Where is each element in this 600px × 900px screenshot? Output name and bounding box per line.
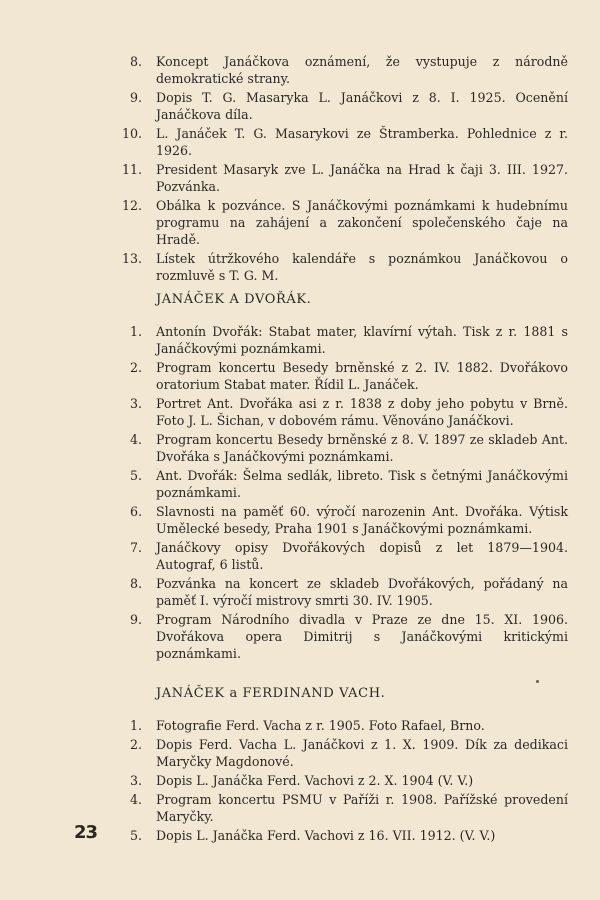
item-number: 4.: [129, 792, 142, 807]
item-number: 5.: [129, 828, 142, 843]
item-number: 9.: [129, 612, 142, 627]
item-number: 11.: [121, 162, 142, 177]
list-item: [118, 395, 568, 429]
section-masaryk-continued: [118, 53, 568, 286]
item-number: 5.: [129, 468, 142, 483]
item-number: 8.: [129, 54, 142, 69]
list-item: [118, 539, 568, 573]
item-number: 8.: [129, 576, 142, 591]
item-number: 10.: [121, 126, 142, 141]
section-heading: JANÁČEK a FERDINAND VACH.: [156, 686, 386, 701]
item-text: Dopis T. G. Masaryka L. Janáčkovi z 8. I. 1925. Ocenění Janáčkova díla.: [156, 90, 568, 122]
item-number: 1.: [129, 718, 142, 733]
item-text: Antonín Dvořák: Stabat mater, klavírní výtah. Tisk z r. 1881 s Janáčkovými poznámkami.: [156, 324, 568, 356]
list-item: [118, 503, 568, 537]
item-text: Program koncertu Besedy brněnské z 2. IV. 1882. Dvořákovo oratorium Stabat mater. Řídil L. Janáček.: [156, 360, 568, 392]
list-item: [118, 431, 568, 465]
item-text: Program koncertu Besedy brněnské z 8. V. 1897 ze skladeb Ant. Dvořáka s Janáčkovými poznámkami.: [156, 432, 568, 464]
item-number: 2.: [129, 360, 142, 375]
list-item: [118, 125, 568, 159]
list-item: [118, 791, 568, 825]
item-number: 2.: [129, 737, 142, 752]
item-text: Dopis Ferd. Vacha L. Janáčkovi z 1. X. 1909. Dík za dedikaci Maryčky Magdonové.: [156, 737, 568, 769]
ink-speck: [536, 680, 539, 683]
list-item: [118, 359, 568, 393]
item-text: Ant. Dvořák: Šelma sedlák, libreto. Tisk s četnými Janáčkovými poznámkami.: [156, 468, 568, 500]
item-number: 13.: [121, 251, 142, 266]
item-number: 3.: [129, 773, 142, 788]
list-item: [118, 575, 568, 609]
item-text: Dopis L. Janáčka Ferd. Vachovi z 16. VII. 1912. (V. V.): [156, 828, 496, 843]
item-number: 12.: [121, 198, 142, 213]
item-text: Lístek útržkového kalendáře s poznámkou Janáčkovou o rozmluvě s T. G. M.: [156, 251, 568, 283]
list-item: [118, 250, 568, 284]
item-number: 1.: [129, 324, 142, 339]
item-text: Program Národního divadla v Praze ze dne 15. XI. 1906. Dvořákova opera Dimitrij s Janáčkovými kritickými poznámkami.: [156, 612, 568, 661]
list-item: [118, 53, 568, 87]
list-item: [118, 717, 568, 734]
item-text: Pozvánka na koncert ze skladeb Dvořákových, pořádaný na paměť I. výročí mistrovy smrti 30. IV. 1905.: [156, 576, 568, 608]
item-text: Dopis L. Janáčka Ferd. Vachovi z 2. X. 1904 (V. V.): [156, 773, 474, 788]
list-item: [118, 467, 568, 501]
list-item: [118, 161, 568, 195]
item-text: Slavnosti na paměť 60. výročí narozenin Ant. Dvořáka. Výtisk Umělecké besedy, Praha 1901 s Janáčkovými poznámkami.: [156, 504, 568, 536]
section-janacek-vach: [118, 686, 568, 846]
list-item: [118, 197, 568, 248]
item-number: 9.: [129, 90, 142, 105]
item-text: Obálka k pozvánce. S Janáčkovými poznámkami k hudebnímu programu na zahájení a zakončení společenského čaje na Hradě.: [156, 198, 568, 247]
item-text: Koncept Janáčkova oznámení, že vystupuje z národně demokratické strany.: [156, 54, 568, 86]
item-text: Fotografie Ferd. Vacha z r. 1905. Foto Rafael, Brno.: [156, 718, 485, 733]
item-number: 6.: [129, 504, 142, 519]
item-text: Janáčkovy opisy Dvořákových dopisů z let 1879—1904. Autograf, 6 listů.: [156, 540, 568, 572]
list-item: [118, 827, 568, 844]
section-heading: JANÁČEK A DVOŘÁK.: [156, 292, 312, 307]
list-item: [118, 736, 568, 770]
item-number: 3.: [129, 396, 142, 411]
item-text: President Masaryk zve L. Janáčka na Hrad k čaji 3. III. 1927. Pozvánka.: [156, 162, 568, 194]
item-text: L. Janáček T. G. Masarykovi ze Štramberka. Pohlednice z r. 1926.: [156, 126, 568, 158]
page-number: 23: [74, 822, 98, 843]
item-number: 7.: [129, 540, 142, 555]
list-item: [118, 611, 568, 662]
section-janacek-dvorak: [118, 292, 568, 664]
item-text: Program koncertu PSMU v Paříži r. 1908. Pařížské provedení Maryčky.: [156, 792, 568, 824]
item-text: Portret Ant. Dvořáka asi z r. 1838 z doby jeho pobytu v Brně. Foto J. L. Šichan, v dobovém rámu. Věnováno Janáčkovi.: [156, 396, 568, 428]
item-number: 4.: [129, 432, 142, 447]
list-item: [118, 323, 568, 357]
list-item: [118, 89, 568, 123]
list-item: [118, 772, 568, 789]
